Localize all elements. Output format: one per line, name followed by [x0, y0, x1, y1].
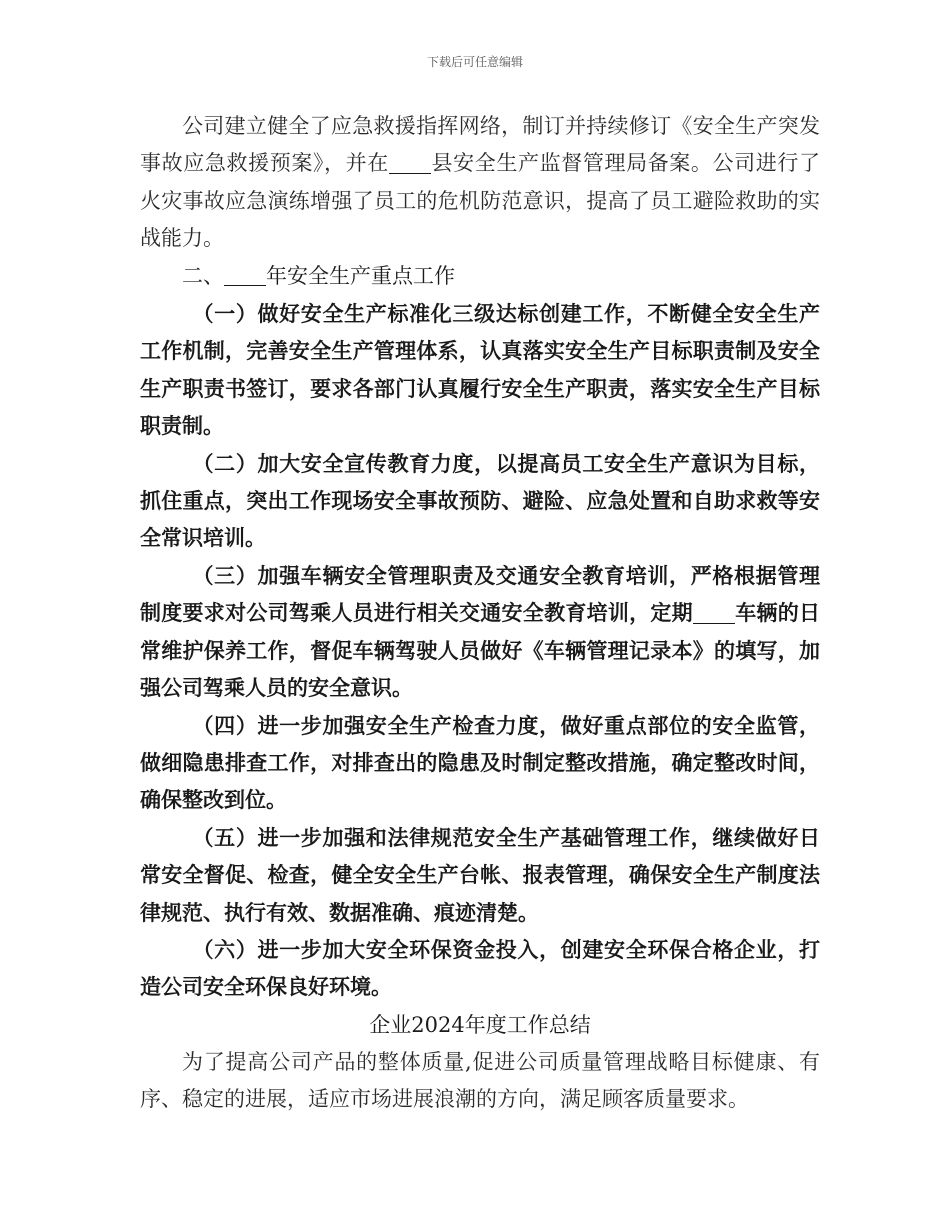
paragraph-text: 县安全生产监督管理局备案。公司进行了火灾事故应急演练增强了员工的危机防范意识，提高了员工避险救助的实战能力。	[140, 151, 821, 251]
document-body	[140, 108, 820, 1119]
paragraph-text: （三）加强车辆安全管理职责及交通安全教育培训，严格根据管理制度要求对公司驾乘人员进行相关交通安全教育培训，定期	[140, 562, 820, 626]
work-item-4: （四）进一步加强安全生产检查力度，做好重点部位的安全监管，做细隐患排查工作，对排查出的隐患及时制定整改措施，确定整改时间，确保整改到位。	[140, 712, 820, 813]
paragraph-text: 公司建立健全了应急救援指挥网络，制订并持续修订《安全生产突发事故应急救援预案》，并在	[140, 114, 820, 176]
paragraph-emergency	[140, 108, 820, 258]
document-title: 企业2024年度工作总结	[369, 1012, 591, 1037]
page-header: 下载后可任意编辑	[426, 55, 523, 69]
section-title: 年安全生产重点工作	[266, 263, 455, 288]
paragraph-summary: 为了提高公司产品的整体质量,促进公司质量管理战略目标健康、有序、稳定的进展，适应市场进展浪潮的方向，满足顾客质量要求。	[140, 1049, 820, 1112]
work-item-6: （六）进一步加大安全环保资金投入，创建安全环保合格企业，打造公司安全环保良好环境。	[140, 936, 820, 1000]
paragraph-text: 车辆的日常维护保养工作，督促车辆驾驶人员做好《车辆管理记录本》的填写，加强公司驾乘人员的安全意识。	[140, 600, 821, 701]
blank-underline	[389, 151, 431, 174]
work-item-2: （二）加大安全宣传教育力度，以提高员工安全生产意识为目标，抓住重点，突出工作现场安全事故预防、避险、应急处置和自助求救等安全常识培训。	[140, 450, 820, 551]
section-number: 二、	[182, 263, 224, 288]
blank-underline	[224, 263, 266, 286]
work-item-3	[140, 557, 820, 707]
section-heading	[140, 258, 820, 295]
work-item-5: （五）进一步加强和法律规范安全生产基础管理工作，继续做好日常安全督促、检查，健全安全生产台帐、报表管理，确保安全生产制度法律规范、执行有效、数据准确、痕迹清楚。	[140, 824, 820, 925]
work-item-1: （一）做好安全生产标准化三级达标创建工作，不断健全安全生产工作机制，完善安全生产管理体系，认真落实安全生产目标职责制及安全生产职责书签订，要求各部门认真履行安全生产职责，落实安全生产目标职责制。	[140, 301, 820, 439]
blank-underline	[693, 601, 735, 624]
